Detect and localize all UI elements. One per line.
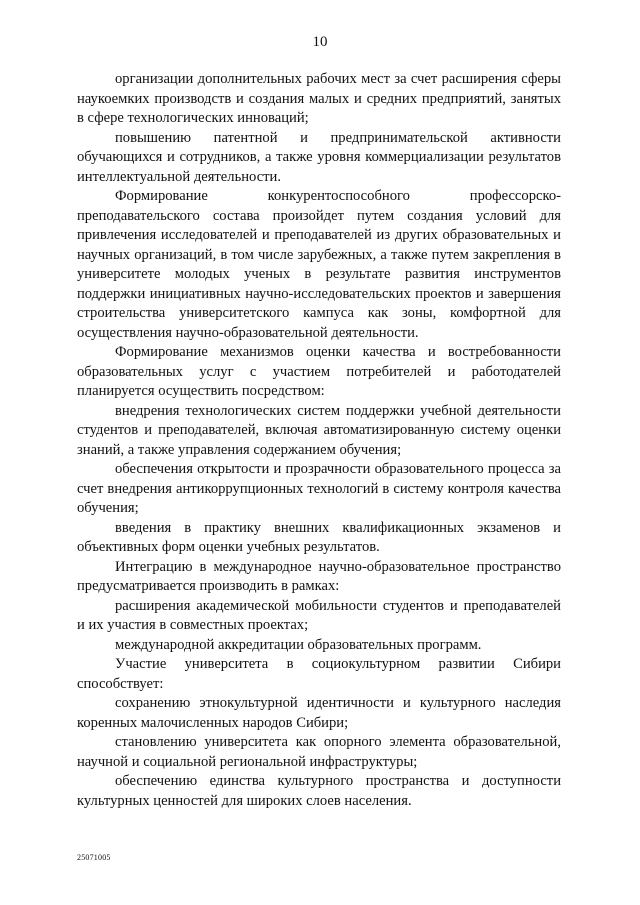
paragraph: расширения академической мобильности студентов и преподавателей и их участия в совместных проектах; bbox=[77, 597, 561, 633]
paragraph: введения в практику внешних квалификационных экзаменов и объективных форм оценки учебных результатов. bbox=[77, 519, 561, 555]
document-body bbox=[77, 70, 561, 811]
document-code: 25071005 bbox=[77, 853, 111, 862]
paragraph: Участие университета в социокультурном развитии Сибири способствует: bbox=[77, 656, 561, 692]
paragraph: Формирование механизмов оценки качества и востребованности образовательных услуг с участием потребителей и работодателей планируется осуществить посредством: bbox=[77, 344, 561, 399]
paragraph: международной аккредитации образовательных программ. bbox=[115, 636, 482, 653]
paragraph: Интеграцию в международное научно-образовательное пространство предусматривается производить в рамках: bbox=[77, 558, 561, 594]
paragraph: повышению патентной и предпринимательской активности обучающихся и сотрудников, а также уровня коммерциализации результатов интеллектуальной деятельности. bbox=[77, 129, 561, 185]
paragraph: сохранению этнокультурной идентичности и культурного наследия коренных малочисленных народов Сибири; bbox=[77, 695, 561, 731]
paragraph: обеспечению единства культурного пространства и доступности культурных ценностей для широких слоев населения. bbox=[77, 773, 561, 809]
paragraph: внедрения технологических систем поддержки учебной деятельности студентов и преподавателей, включая автоматизированную систему оценки знаний, а также управления содержанием обучения; bbox=[77, 402, 561, 458]
paragraph: Формирование конкурентоспособного профессорско-преподавательского состава произойдет путем создания условий для привлечения исследователей и преподавателей из других образовательных и научных организаций, в том числе зарубежных, а также путем закрепления в университете молодых ученых в результате развития инструментов поддержки инициативных научно-исследовательских проектов и завершения строительства университетского кампуса как зоны, комфортной для осуществления научно-образовательной деятельности. bbox=[77, 188, 561, 341]
paragraph: становлению университета как опорного элемента образовательной, научной и социальной региональной инфраструктуры; bbox=[77, 734, 561, 770]
paragraph: организации дополнительных рабочих мест за счет расширения сферы наукоемких производств и создания малых и средних предприятий, занятых в сфере технологических инноваций; bbox=[77, 71, 561, 126]
paragraph: обеспечения открытости и прозрачности образовательного процесса за счет внедрения антикоррупционных технологий в систему контроля качества обучения; bbox=[77, 461, 561, 516]
page-number: 10 bbox=[312, 34, 328, 50]
